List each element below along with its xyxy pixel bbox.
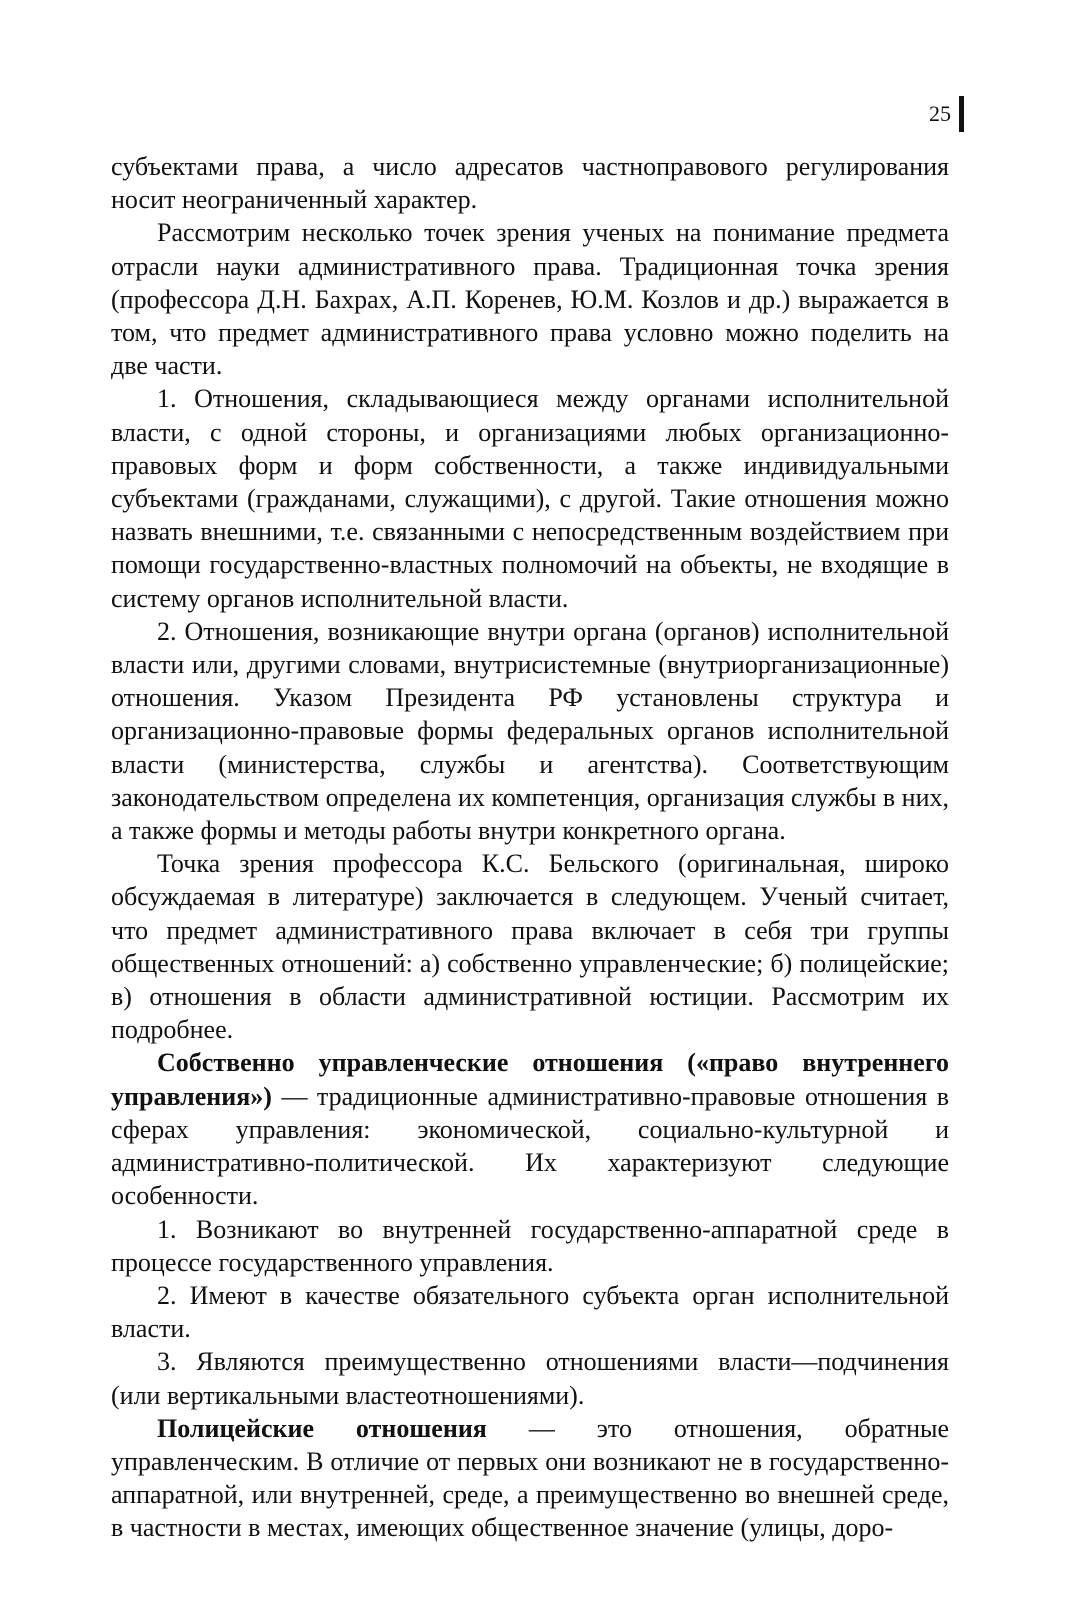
paragraph-text: 2. Отношения, возникающие внутри органа (органов) исполнительной власти или, другими словами, внутрисистемные (внутриорганизационные) отношения. Указом Президента РФ установлены структура и организационно-правовые формы федеральных органов исполнительной власти (министерства, службы и агентства). Соответствующим законодательством определена их компетенция, организация службы в них, а также формы и методы работы внутри конкретного органа. bbox=[111, 616, 949, 846]
paragraph-continuation bbox=[111, 150, 949, 216]
term-management-relations: Собственно управленческие отношения («право внутреннего управления») bbox=[111, 1048, 949, 1111]
paragraph-feature-1 bbox=[111, 1213, 949, 1279]
page-number: 25 bbox=[929, 101, 951, 126]
paragraph-text: 3. Являются преимущественно отношениями власти—подчинения (или вертикальными властеотношениями). bbox=[111, 1347, 949, 1410]
paragraph-internal-relations bbox=[111, 615, 949, 847]
page-marker-bar bbox=[959, 96, 964, 132]
paragraph-management-relations bbox=[111, 1046, 949, 1212]
term-police-relations: Полицейские отношения bbox=[157, 1413, 487, 1443]
paragraph-text: Точка зрения профессора К.С. Бельского (оригинальная, широко обсуждаемая в литературе) заключается в следующем. Ученый считает, что предмет административного права включает в себя три группы общественных отношений: а) собственно управленческие; б) полицейские; в) отношения в области административной юстиции. Рассмотрим их подробнее. bbox=[111, 849, 949, 1045]
paragraph-text: субъектами права, а число адресатов частноправового регулирования носит неограниченный характер. bbox=[111, 152, 949, 215]
paragraph-feature-2 bbox=[111, 1279, 949, 1345]
paragraph-text: 1. Возникают во внутренней государственно-аппаратной среде в процессе государственного управления. bbox=[111, 1214, 949, 1277]
paragraph-text: 1. Отношения, складывающиеся между органами исполнительной власти, с одной стороны, и организациями любых организационно-правовых форм и форм собственности, а также индивидуальными субъектами (гражданами, служащими), с другой. Такие отношения можно назвать внешними, т.е. связанными с непосредственным воздействием при помощи государственно-властных полномочий на объекты, не входящие в систему органов исполнительной власти. bbox=[111, 384, 949, 613]
paragraph-text: Рассмотрим несколько точек зрения ученых на понимание предмета отрасли науки административного права. Традиционная точка зрения (профессора Д.Н. Бахрах, А.П. Коренев, Ю.М. Козлов и др.) выражается в том, что предмет административного права условно можно поделить на две части. bbox=[111, 218, 949, 381]
paragraph-police-relations bbox=[111, 1412, 949, 1545]
paragraph-text: — традиционные административно-правовые отношения в сферах управления: экономической, социально-культурной и административно-политической. Их характеризуют следующие особенности. bbox=[111, 1081, 949, 1211]
paragraph-feature-3 bbox=[111, 1345, 949, 1411]
paragraph-text: 2. Имеют в качестве обязательного субъекта орган исполнительной власти. bbox=[111, 1280, 949, 1344]
paragraph-text: — это отношения, обратные управленческим. В отличие от первых они возникают не в государственно-аппаратной, или внутренней, среде, а преимущественно во внешней среде, в частности в местах, имеющих общественное значение (улицы, доро- bbox=[111, 1413, 950, 1543]
page-body bbox=[111, 150, 949, 1545]
paragraph-external-relations bbox=[111, 382, 949, 614]
page-header bbox=[929, 96, 964, 132]
paragraph-viewpoints-intro bbox=[111, 216, 949, 382]
paragraph-belsky-viewpoint bbox=[111, 847, 949, 1046]
